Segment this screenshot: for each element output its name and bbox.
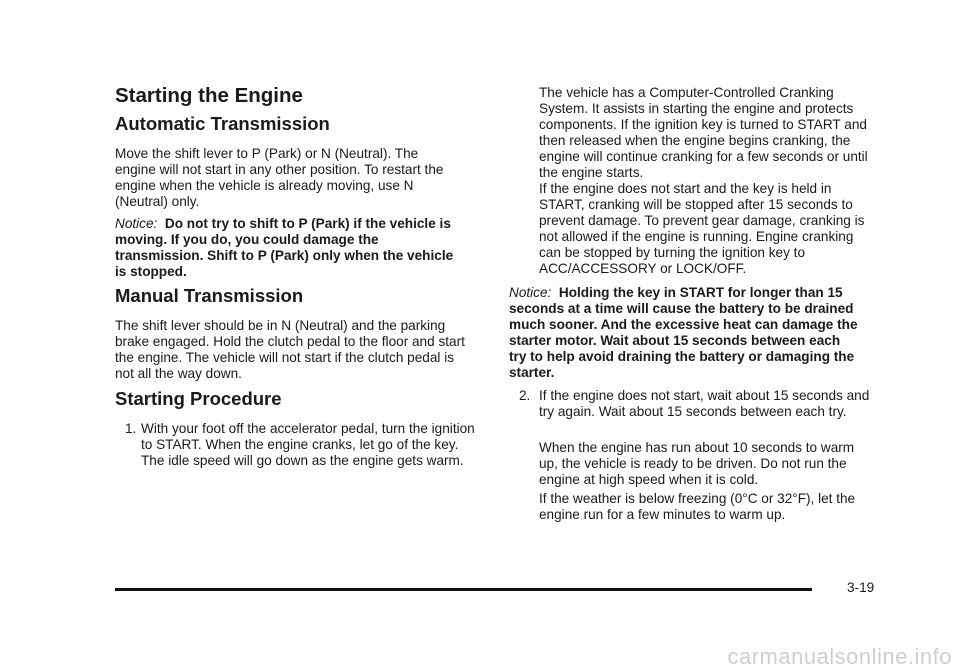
automatic-body: Move the shift lever to P (Park) or N (Neutral). The engine will not start in any other position. To restart the engine when the vehicle is already moving, use N (Neutral) only. bbox=[115, 146, 444, 210]
page-title: Starting the Engine bbox=[115, 84, 303, 107]
cranking-notice bbox=[509, 285, 859, 382]
automatic-notice bbox=[115, 216, 460, 280]
manual-heading: Manual Transmission bbox=[115, 285, 304, 306]
step-2-text: If the engine does not start, wait about 15 seconds and try again. Wait about 15 seconds between each try. bbox=[539, 388, 870, 420]
notice-label: Notice: bbox=[509, 285, 552, 300]
cranking-paragraph-1: The vehicle has a Computer-Controlled Cranking System. It assists in starting the engine and protects components. If the ignition key is turned to START and then released when the engine begins cranking, the engine will continue cranking for a few seconds or until the engine starts. bbox=[539, 85, 868, 181]
notice-text: Do not try to shift to P (Park) if the vehicle is moving. If you do, you could damage the transmission. Shift to P (Park) only when the vehicle is stopped. bbox=[115, 216, 454, 280]
procedure-heading: Starting Procedure bbox=[115, 388, 282, 409]
step-2-number: 2. bbox=[519, 388, 531, 403]
freezing-paragraph: If the weather is below freezing (0°C or 32°F), let the engine run for a few minutes to warm up. bbox=[539, 491, 856, 523]
step-1-number: 1. bbox=[125, 421, 137, 436]
watermark: carmanualsonline.info bbox=[727, 644, 952, 669]
page-number: 3-19 bbox=[847, 580, 875, 595]
automatic-heading: Automatic Transmission bbox=[115, 113, 330, 134]
step-1-text: With your foot off the accelerator pedal, turn the ignition to START. When the engine cranks, let go of the key. The idle speed will go down as the engine gets warm. bbox=[141, 421, 475, 469]
cranking-paragraph-2: If the engine does not start and the key is held in START, cranking will be stopped after 15 seconds to prevent damage. To prevent gear damage, cranking is not allowed if the engine is running. Engine cranking can be stopped by turning the ignition key to ACC/ACCESSORY or LOCK/OFF. bbox=[539, 181, 865, 277]
warmup-paragraph: When the engine has run about 10 seconds to warm up, the vehicle is ready to be driven. Do not run the engine at high speed when it is cold. bbox=[539, 440, 855, 488]
manual-body: The shift lever should be in N (Neutral) and the parking brake engaged. Hold the clutch pedal to the floor and start the engine. The vehicle will not start if the clutch pedal is not all the way down. bbox=[115, 318, 465, 382]
notice-text: Holding the key in START for longer than 15 seconds at a time will cause the battery to be drained much sooner. And the excessive heat can damage the starter motor. Wait about 15 seconds between each try to help avoid draining the battery or damaging the starter. bbox=[509, 285, 858, 381]
notice-label: Notice: bbox=[115, 216, 158, 231]
footer-rule bbox=[115, 588, 812, 591]
